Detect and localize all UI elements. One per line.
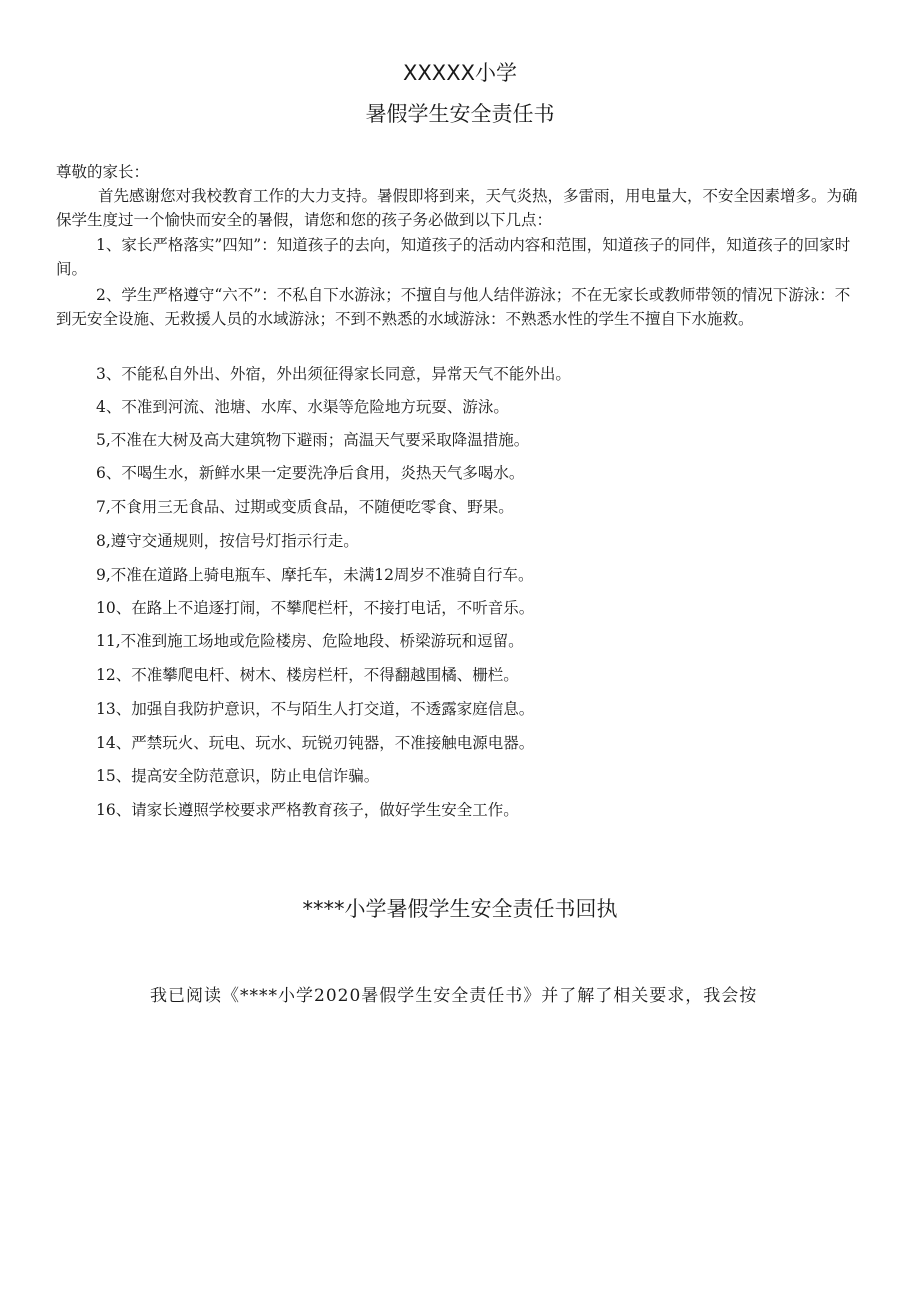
rule-item: 4、不准到河流、池塘、水库、水渠等危险地方玩耍、游泳。 bbox=[96, 398, 509, 416]
salutation: 尊敬的家长： bbox=[56, 163, 150, 181]
rule-item-2: 2、学生严格遵守“六不”：不私自下水游泳；不擅自与他人结伴游泳；不在无家长或教师带领的情况下游泳：不到无安全设施、无救援人员的水域游泳；不到不熟悉的水域游泳：不熟悉水性的学生不擅自下水施救。 bbox=[56, 286, 851, 328]
school-name: XXXXX小学 bbox=[403, 61, 517, 85]
rule-item: 11,不准到施工场地或危险楼房、危险地段、桥梁游玩和逗留。 bbox=[96, 632, 524, 650]
receipt-body: 我已阅读《****小学2020暑假学生安全责任书》并了解了相关要求，我会按 bbox=[150, 986, 758, 1006]
intro-paragraph: 首先感谢您对我校教育工作的大力支持。暑假即将到来，天气炎热，多雷雨，用电量大，不安全因素增多。为确保学生度过一个愉快而安全的暑假，请您和您的孩子务必做到以下几点： bbox=[56, 187, 858, 229]
rule-item: 9,不准在道路上骑电瓶车、摩托车，未满12周岁不准骑自行车。 bbox=[96, 566, 534, 584]
receipt-title: ****小学暑假学生安全责任书回执 bbox=[302, 897, 618, 921]
rule-item: 3、不能私自外出、外宿，外出须征得家长同意，异常天气不能外出。 bbox=[96, 365, 571, 383]
rule-item: 13、加强自我防护意识，不与陌生人打交道，不透露家庭信息。 bbox=[96, 700, 535, 718]
rule-item: 15、提高安全防范意识，防止电信诈骗。 bbox=[96, 767, 380, 785]
rule-item-1: 1、家长严格落实”四知”：知道孩子的去向，知道孩子的活动内容和范围，知道孩子的同伴，知道孩子的回家时间。 bbox=[56, 236, 851, 278]
rule-item: 7,不食用三无食品、过期或变质食品，不随便吃零食、野果。 bbox=[96, 498, 514, 516]
rule-item: 16、请家长遵照学校要求严格教育孩子，做好学生安全工作。 bbox=[96, 801, 519, 819]
rule-item: 8,遵守交通规则，按信号灯指示行走。 bbox=[96, 532, 359, 550]
rule-item: 14、严禁玩火、玩电、玩水、玩锐刃钝器，不准接触电源电器。 bbox=[96, 734, 535, 752]
document-title: 暑假学生安全责任书 bbox=[365, 102, 555, 126]
rule-item: 6、不喝生水，新鲜水果一定要洗净后食用，炎热天气多喝水。 bbox=[96, 464, 525, 482]
rule-item: 12、不准攀爬电杆、树木、楼房栏杆，不得翻越围橘、栅栏。 bbox=[96, 666, 519, 684]
rule-item: 10、在路上不追逐打闹，不攀爬栏杆，不接打电话，不听音乐。 bbox=[96, 599, 535, 617]
rule-item: 5,不准在大树及高大建筑物下避雨；高温天气要采取降温措施。 bbox=[96, 431, 530, 449]
